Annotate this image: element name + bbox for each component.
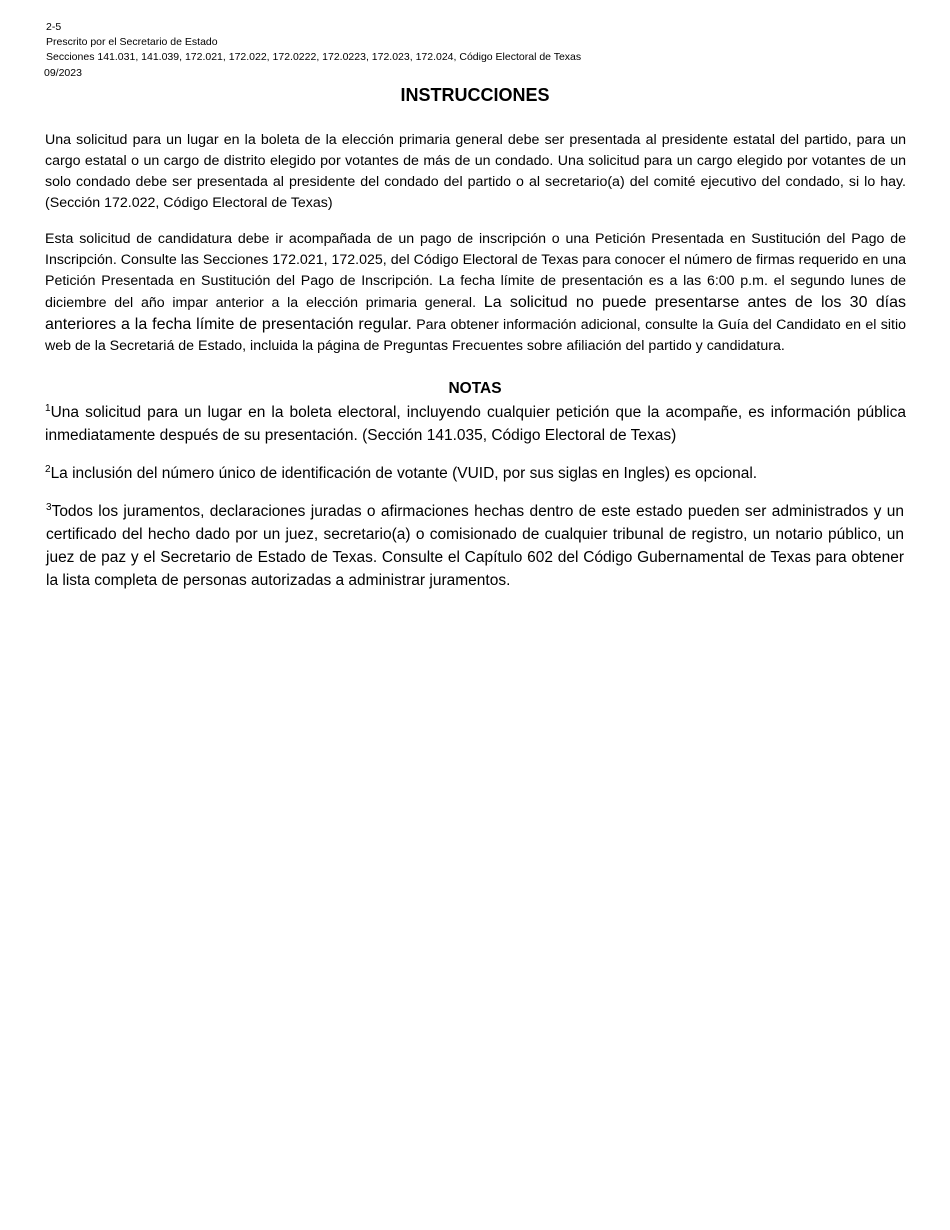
- revision-date: 09/2023: [44, 67, 82, 79]
- prescribed-by: Prescrito por el Secretario de Estado: [46, 36, 218, 48]
- note-3: [46, 500, 904, 592]
- note-marker: 1: [45, 403, 51, 414]
- note-text: Todos los juramentos, declaraciones juradas o afirmaciones hechas dentro de este estado pueden ser administrados y un certificado del hecho dado por un juez, secretario(a) o comisionado de cualquier tribunal de registro, un notario público, un juez de paz y el Secretario de Estado de Texas. Consulte el Capítulo 602 del Código Gubernamental de Texas para obtener la lista completa de personas autorizadas a administrar juramentos.: [46, 503, 904, 589]
- notes-heading: NOTAS: [448, 380, 502, 397]
- note-2: [45, 462, 906, 485]
- note-text: La inclusión del número único de identificación de votante (VUID, por sus siglas en Ingles) es opcional.: [50, 465, 758, 482]
- note-marker: 2: [45, 464, 51, 475]
- paragraph-requirements-more-info: Para obtener información adicional, consulte la Guía del Candidato en el sitio web de la Secretariá de Estado, incluida la página de Preguntas Frecuentes sobre afiliación del partido y candidatura.: [45, 317, 907, 354]
- note-marker: 3: [46, 502, 52, 513]
- paragraph-filing-authority: Una solicitud para un lugar en la boleta de la elección primaria general debe ser presentada al presidente estatal del partido, para un cargo estatal o un cargo de distrito elegido por votantes de más de un condado. Una solicitud para un cargo elegido por votantes de un solo condado debe ser presentada al presidente del condado del partido o al secretario(a) del comité ejecutivo del condado, si lo hay. (Sección 172.022, Código Electoral de Texas): [45, 132, 906, 211]
- paragraph-filing-requirements: [45, 229, 906, 357]
- paragraph-requirements-part1: Esta solicitud de candidatura debe ir acompañada de un pago de inscripción o una Petición Presentada en Sustitución del Pago de Inscripción. Consulte las Secciones 172.021, 172.025, del Código Electoral de Texas para conocer el número de firmas requerido en una Petición Presentada en Sustitución del Pago de Inscripción. La fecha límite de presentación es a las 6:00 p.m. el segundo lunes de diciembre del año impar anterior a la elección primaria general.: [45, 231, 906, 311]
- paragraph-requirements-deadline-note: La solicitud no puede presentarse antes de los 30 días anteriores a la fecha límite de presentación regular.: [45, 294, 906, 333]
- note-1: [45, 401, 906, 447]
- page-title: INSTRUCCIONES: [400, 85, 550, 105]
- note-text: Una solicitud para un lugar en la boleta electoral, incluyendo cualquier petición que la acompañe, es información pública inmediatamente después de su presentación. (Sección 141.035, Código Electoral de Texas): [45, 404, 906, 444]
- form-number: 2-5: [46, 21, 62, 33]
- code-sections: Secciones 141.031, 141.039, 172.021, 172.022, 172.0222, 172.0223, 172.023, 172.024, Código Electoral de Texas: [46, 51, 582, 63]
